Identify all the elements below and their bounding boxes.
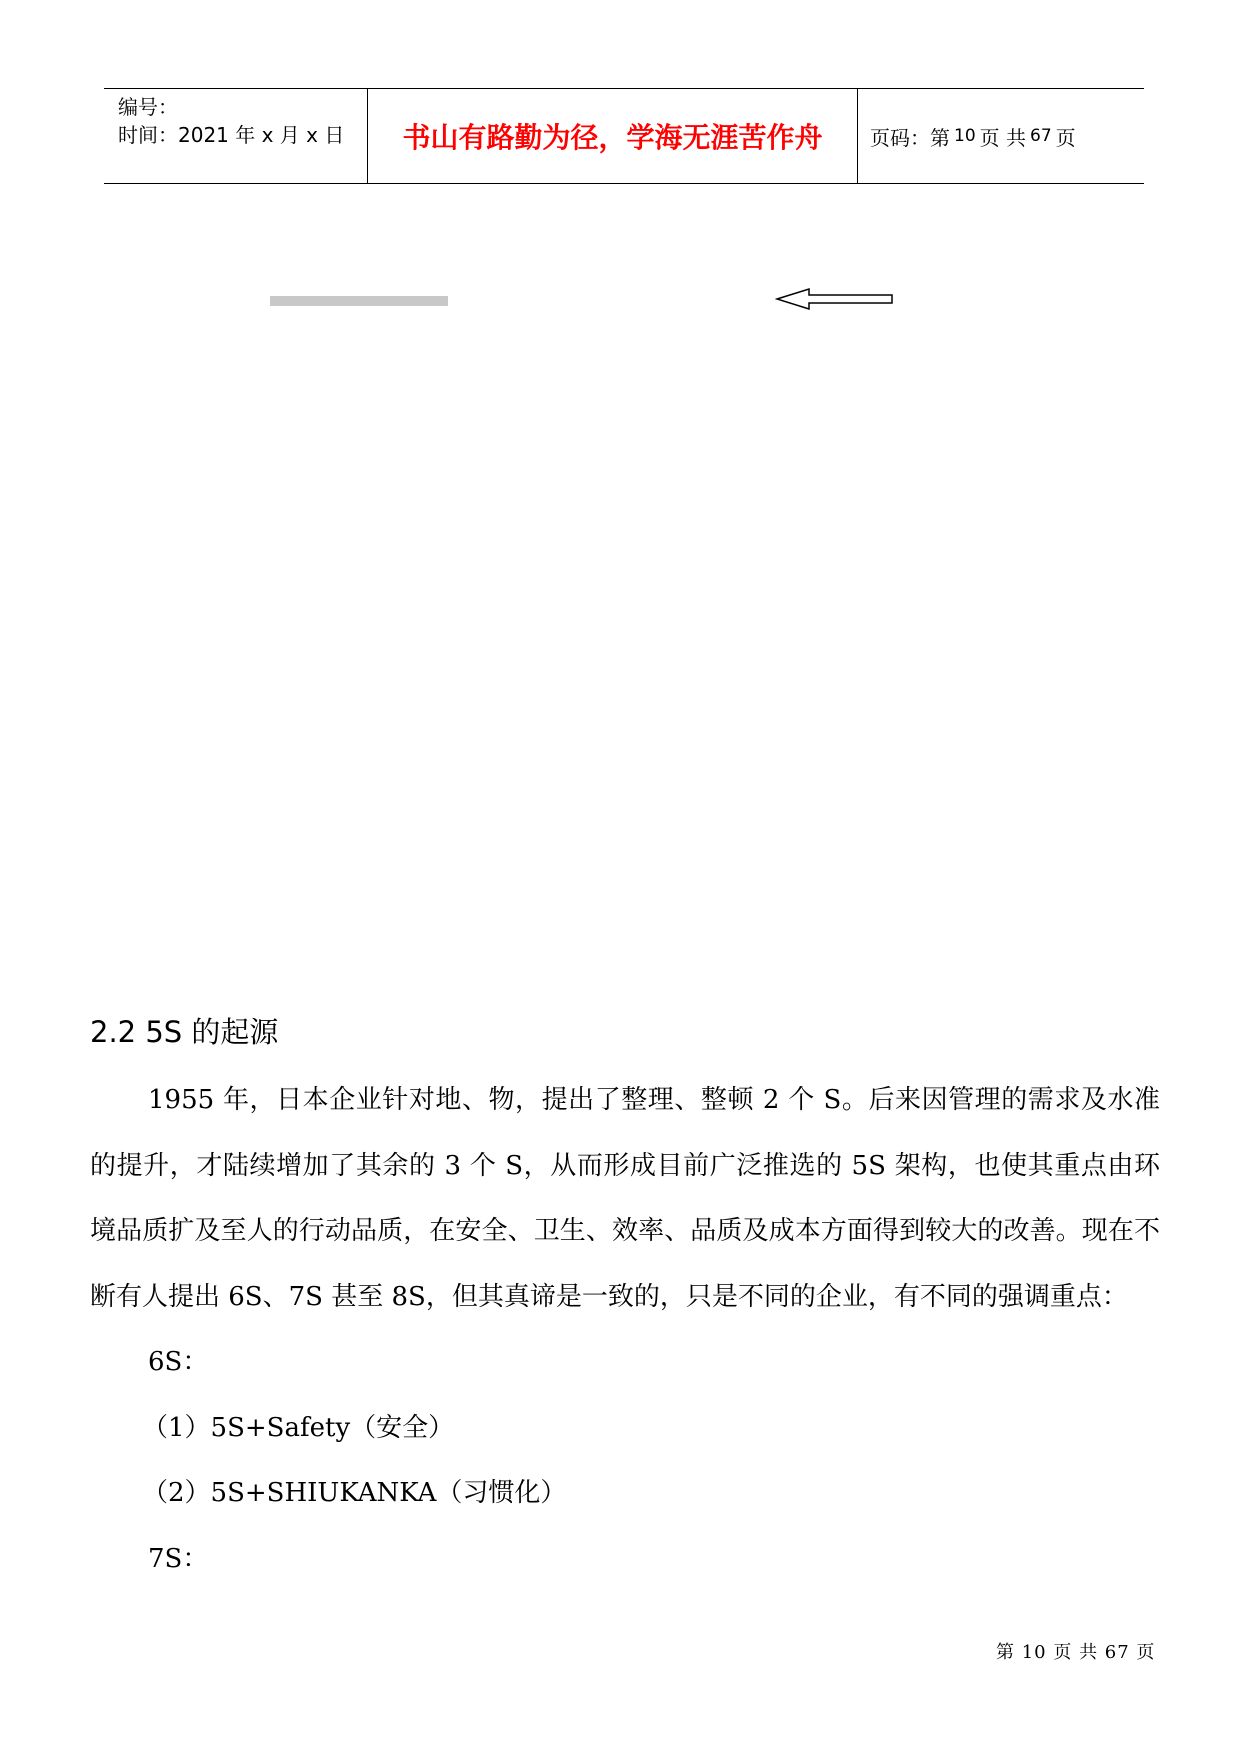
label-6s: 6S： [148,1347,209,1377]
origin-paragraph: 1955 年，日本企业针对地、物，提出了整理、整顿 2 个 S。后来因管理的需求及水准的提升，才陆续增加了其余的 3 个 S，从而形成目前广泛推选的 5S 架构，也使其重点由环境品质扩及至人的行动品质，在安全、卫生、效率、品质及成本方面得到较大的改善。现在不断有人提出 6S、7S 甚至 8S，但其真谛是一致的，只是不同的企业，有不同的强调重点： [90,1085,1160,1312]
label-7s: 7S： [148,1543,209,1574]
page-total: 67 [1030,126,1052,146]
left-arrow-icon [775,287,895,311]
list-item: （1）5S+Safety（安全） [142,1412,455,1443]
page-current: 10 [954,126,976,146]
list-item: （2）5S+SHIUKANKA（习惯化） [142,1478,567,1508]
page-label-suffix: 页 [1055,125,1076,150]
page-label-mid: 页 共 [979,125,1026,150]
header-page-indicator [858,89,1144,183]
section-body [90,1068,1160,1592]
header-info-cell [104,89,368,183]
gray-bar-shape [270,296,448,306]
document-time-label: 时间：2021 年 x 月 x 日 [118,123,345,147]
page-footer: 第 10 页 共 67 页 [996,1642,1156,1663]
page-header [104,88,1144,184]
page-label-prefix: 页码：第 [870,125,950,150]
document-number-label: 编号： [118,95,178,119]
header-motto: 书山有路勤为径，学海无涯苦作舟 [368,89,858,183]
section-title: 2.2 5S 的起源 [90,1015,279,1049]
